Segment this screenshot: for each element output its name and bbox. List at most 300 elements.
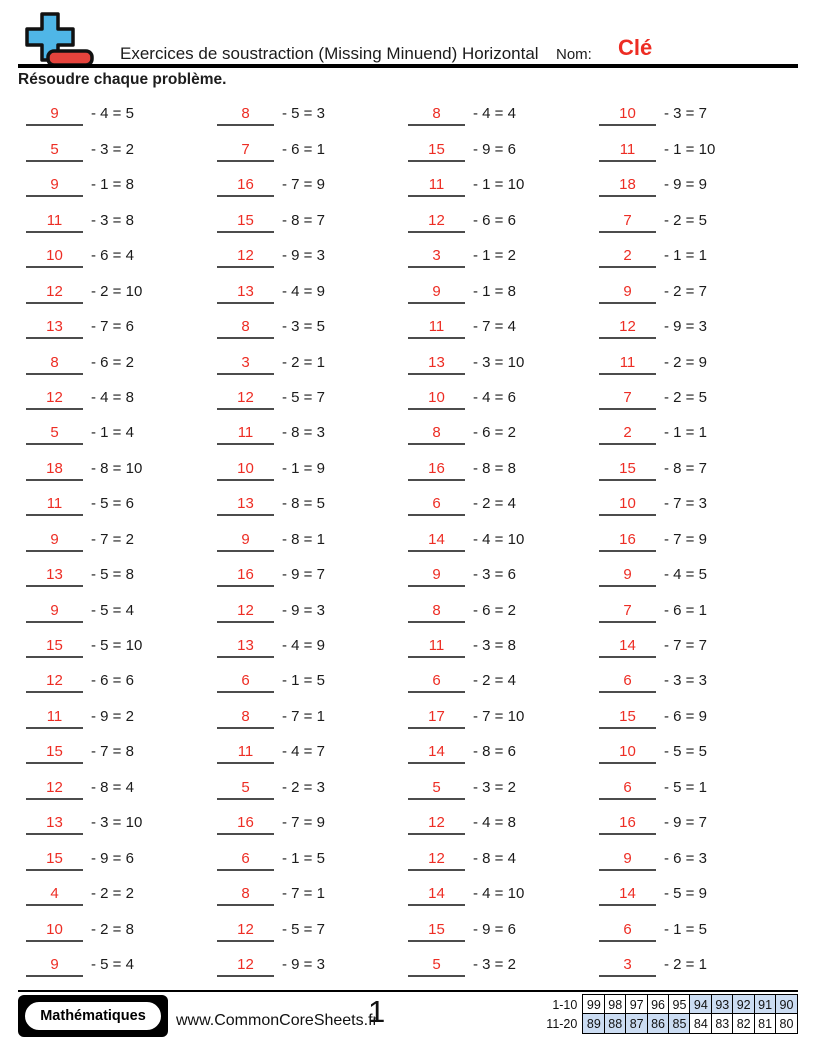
answer-blank: 9 (217, 531, 274, 552)
problem (408, 877, 599, 912)
answer-blank: 9 (408, 566, 465, 587)
answer-blank: 8 (408, 602, 465, 623)
problem (217, 451, 408, 486)
problem (408, 310, 599, 345)
answer-blank: 9 (26, 176, 83, 197)
problem (217, 770, 408, 805)
answer-blank: 10 (26, 247, 83, 268)
problem (599, 877, 790, 912)
equation-text: - 3 = 2 (473, 955, 516, 973)
score-cell: 80 (775, 1013, 798, 1034)
answer-blank: 12 (26, 389, 83, 410)
answer-blank: 12 (217, 602, 274, 623)
equation-text: - 1 = 4 (91, 424, 134, 442)
problem (26, 168, 217, 203)
equation-text: - 4 = 6 (473, 388, 516, 406)
equation-text: - 3 = 8 (473, 637, 516, 655)
answer-blank: 7 (217, 141, 274, 162)
equation-text: - 6 = 9 (664, 707, 707, 725)
answer-blank: 6 (599, 672, 656, 693)
answer-blank: 11 (217, 424, 274, 445)
equation-text: - 3 = 5 (282, 318, 325, 336)
problem (599, 806, 790, 841)
problem (408, 274, 599, 309)
answer-blank: 18 (26, 460, 83, 481)
equation-text: - 8 = 4 (473, 849, 516, 867)
answer-blank: 10 (599, 105, 656, 126)
equation-text: - 3 = 2 (91, 140, 134, 158)
equation-text: - 7 = 9 (282, 176, 325, 194)
problem (408, 522, 599, 557)
answer-blank: 14 (408, 743, 465, 764)
answer-blank: 14 (408, 885, 465, 906)
answer-blank: 10 (26, 921, 83, 942)
answer-blank: 16 (217, 566, 274, 587)
equation-text: - 5 = 4 (91, 955, 134, 973)
equation-text: - 5 = 6 (91, 495, 134, 513)
answer-blank: 12 (408, 814, 465, 835)
equation-text: - 7 = 9 (664, 530, 707, 548)
problem (408, 806, 599, 841)
equation-text: - 5 = 3 (282, 105, 325, 123)
equation-text: - 8 = 8 (473, 459, 516, 477)
equation-text: - 2 = 2 (91, 885, 134, 903)
equation-text: - 5 = 7 (282, 920, 325, 938)
score-cell: 98 (604, 994, 627, 1015)
problem (599, 558, 790, 593)
answer-blank: 3 (408, 247, 465, 268)
equation-text: - 2 = 5 (664, 211, 707, 229)
equation-text: - 5 = 7 (282, 388, 325, 406)
problem (26, 416, 217, 451)
problem (217, 345, 408, 380)
score-row (537, 994, 798, 1015)
equation-text: - 7 = 8 (91, 743, 134, 761)
equation-text: - 9 = 7 (664, 814, 707, 832)
answer-blank: 18 (599, 176, 656, 197)
equation-text: - 1 = 8 (473, 282, 516, 300)
answer-blank: 2 (599, 247, 656, 268)
header-rule (18, 64, 798, 68)
problem (217, 664, 408, 699)
answer-blank: 5 (408, 956, 465, 977)
answer-blank: 12 (217, 389, 274, 410)
problem (599, 735, 790, 770)
page-title: Exercices de soustraction (Missing Minuend) Horizontal (120, 44, 539, 63)
problem (408, 948, 599, 983)
answer-blank: 12 (26, 672, 83, 693)
answer-blank: 12 (599, 318, 656, 339)
answer-blank: 16 (217, 176, 274, 197)
equation-text: - 4 = 7 (282, 743, 325, 761)
score-cell: 82 (732, 1013, 755, 1034)
problem (599, 770, 790, 805)
equation-text: - 8 = 1 (282, 530, 325, 548)
problem (26, 310, 217, 345)
problem (26, 203, 217, 238)
equation-text: - 8 = 5 (282, 495, 325, 513)
problem (26, 593, 217, 628)
equation-text: - 3 = 10 (473, 353, 525, 371)
equation-text: - 5 = 8 (91, 566, 134, 584)
answer-blank: 10 (599, 743, 656, 764)
problem (26, 948, 217, 983)
equation-text: - 4 = 5 (664, 566, 707, 584)
answer-blank: 13 (408, 354, 465, 375)
problem (408, 629, 599, 664)
equation-text: - 7 = 1 (282, 707, 325, 725)
answer-blank: 11 (408, 637, 465, 658)
name-label: Nom: (556, 46, 592, 63)
equation-text: - 6 = 1 (282, 140, 325, 158)
equation-text: - 1 = 8 (91, 176, 134, 194)
equation-text: - 8 = 4 (91, 778, 134, 796)
equation-text: - 6 = 2 (473, 424, 516, 442)
answer-blank: 15 (599, 708, 656, 729)
problem (408, 487, 599, 522)
problem (217, 97, 408, 132)
answer-blank: 12 (408, 212, 465, 233)
answer-blank: 6 (217, 850, 274, 871)
equation-text: - 4 = 5 (91, 105, 134, 123)
equation-text: - 7 = 6 (91, 318, 134, 336)
score-cell: 88 (604, 1013, 627, 1034)
answer-blank: 4 (26, 885, 83, 906)
answer-blank: 15 (599, 460, 656, 481)
answer-blank: 7 (599, 389, 656, 410)
problem (217, 274, 408, 309)
problem (408, 735, 599, 770)
problem (599, 487, 790, 522)
answer-blank: 6 (408, 672, 465, 693)
problem (26, 841, 217, 876)
problem (217, 912, 408, 947)
answer-blank: 5 (26, 141, 83, 162)
problem (217, 168, 408, 203)
equation-text: - 7 = 7 (664, 637, 707, 655)
problem (26, 699, 217, 734)
problem (599, 416, 790, 451)
answer-blank: 17 (408, 708, 465, 729)
problem (217, 806, 408, 841)
equation-text: - 3 = 8 (91, 211, 134, 229)
equation-text: - 5 = 1 (664, 778, 707, 796)
answer-blank: 12 (217, 956, 274, 977)
answer-blank: 8 (217, 105, 274, 126)
equation-text: - 5 = 9 (664, 885, 707, 903)
answer-blank: 16 (599, 531, 656, 552)
answer-blank: 12 (26, 283, 83, 304)
problem (26, 97, 217, 132)
answer-blank: 13 (217, 495, 274, 516)
problem (217, 948, 408, 983)
problem (408, 239, 599, 274)
equation-text: - 2 = 1 (282, 353, 325, 371)
answer-blank: 8 (26, 354, 83, 375)
equation-text: - 6 = 4 (91, 247, 134, 265)
equation-text: - 2 = 10 (91, 282, 143, 300)
equation-text: - 1 = 5 (282, 672, 325, 690)
equation-text: - 1 = 10 (473, 176, 525, 194)
problem (408, 664, 599, 699)
equation-text: - 7 = 1 (282, 885, 325, 903)
answer-blank: 11 (26, 212, 83, 233)
problem (408, 97, 599, 132)
score-cell: 87 (625, 1013, 648, 1034)
equation-text: - 7 = 2 (91, 530, 134, 548)
equation-text: - 1 = 5 (282, 849, 325, 867)
answer-blank: 6 (599, 779, 656, 800)
equation-text: - 3 = 3 (664, 672, 707, 690)
answer-blank: 10 (217, 460, 274, 481)
problem (599, 168, 790, 203)
equation-text: - 9 = 6 (473, 140, 516, 158)
answer-blank: 10 (408, 389, 465, 410)
equation-text: - 4 = 9 (282, 282, 325, 300)
problem (26, 345, 217, 380)
equation-text: - 1 = 9 (282, 459, 325, 477)
equation-text: - 9 = 3 (282, 247, 325, 265)
problem (217, 132, 408, 167)
answer-blank: 2 (599, 424, 656, 445)
score-cell: 99 (582, 994, 605, 1015)
equation-text: - 2 = 8 (91, 920, 134, 938)
equation-text: - 9 = 6 (91, 849, 134, 867)
problem (217, 487, 408, 522)
instruction-text: Résoudre chaque problème. (18, 71, 227, 88)
equation-text: - 4 = 4 (473, 105, 516, 123)
answer-blank: 16 (217, 814, 274, 835)
answer-blank: 15 (408, 141, 465, 162)
equation-text: - 9 = 7 (282, 566, 325, 584)
problem (408, 841, 599, 876)
equation-text: - 4 = 10 (473, 885, 525, 903)
equation-text: - 1 = 1 (664, 424, 707, 442)
answer-blank: 13 (217, 637, 274, 658)
equation-text: - 1 = 10 (664, 140, 716, 158)
equation-text: - 6 = 2 (91, 353, 134, 371)
answer-blank: 12 (408, 850, 465, 871)
problem (26, 806, 217, 841)
equation-text: - 6 = 1 (664, 601, 707, 619)
answer-blank: 15 (408, 921, 465, 942)
problem (26, 239, 217, 274)
answer-blank: 6 (599, 921, 656, 942)
equation-text: - 3 = 6 (473, 566, 516, 584)
score-cell: 94 (689, 994, 712, 1015)
answer-blank: 12 (217, 921, 274, 942)
equation-text: - 9 = 2 (91, 707, 134, 725)
answer-blank: 7 (599, 602, 656, 623)
equation-text: - 7 = 9 (282, 814, 325, 832)
equation-text: - 4 = 9 (282, 637, 325, 655)
answer-blank: 15 (26, 743, 83, 764)
score-cell: 91 (754, 994, 777, 1015)
score-row (537, 1013, 798, 1034)
problem (26, 487, 217, 522)
answer-blank: 6 (408, 495, 465, 516)
equation-text: - 4 = 8 (91, 388, 134, 406)
problem (26, 451, 217, 486)
plus-minus-icon (16, 10, 96, 68)
answer-blank: 9 (599, 283, 656, 304)
equation-text: - 9 = 6 (473, 920, 516, 938)
answer-blank: 11 (26, 495, 83, 516)
equation-text: - 2 = 3 (282, 778, 325, 796)
problem (599, 203, 790, 238)
problem (599, 274, 790, 309)
problem (217, 593, 408, 628)
answer-blank: 15 (217, 212, 274, 233)
problem (26, 735, 217, 770)
problem (26, 558, 217, 593)
minus-icon (48, 51, 92, 65)
answer-blank: 15 (26, 637, 83, 658)
answer-blank: 7 (599, 212, 656, 233)
equation-text: - 3 = 10 (91, 814, 143, 832)
answer-blank: 14 (599, 637, 656, 658)
equation-text: - 9 = 9 (664, 176, 707, 194)
answer-blank: 11 (599, 141, 656, 162)
equation-text: - 2 = 9 (664, 353, 707, 371)
problem (26, 132, 217, 167)
problem (599, 451, 790, 486)
problem (217, 877, 408, 912)
problem (408, 345, 599, 380)
problem (408, 558, 599, 593)
equation-text: - 6 = 6 (473, 211, 516, 229)
answer-blank: 8 (217, 708, 274, 729)
website-text: www.CommonCoreSheets.fr (176, 1012, 378, 1029)
equation-text: - 9 = 3 (664, 318, 707, 336)
answer-blank: 13 (217, 283, 274, 304)
equation-text: - 8 = 7 (664, 459, 707, 477)
problem (408, 451, 599, 486)
answer-blank: 11 (408, 318, 465, 339)
equation-text: - 7 = 4 (473, 318, 516, 336)
problem (599, 381, 790, 416)
answer-blank: 5 (217, 779, 274, 800)
equation-text: - 9 = 3 (282, 955, 325, 973)
answer-blank: 9 (26, 956, 83, 977)
score-cell: 89 (582, 1013, 605, 1034)
equation-text: - 2 = 4 (473, 495, 516, 513)
problem (408, 132, 599, 167)
equation-text: - 8 = 6 (473, 743, 516, 761)
equation-text: - 7 = 3 (664, 495, 707, 513)
answer-blank: 9 (26, 105, 83, 126)
answer-blank: 8 (408, 105, 465, 126)
answer-blank: 5 (26, 424, 83, 445)
answer-blank: 12 (217, 247, 274, 268)
answer-blank: 8 (217, 318, 274, 339)
equation-text: - 4 = 10 (473, 530, 525, 548)
problem (26, 522, 217, 557)
answer-blank: 9 (26, 602, 83, 623)
answer-blank: 10 (599, 495, 656, 516)
score-cell: 90 (775, 994, 798, 1015)
problem (408, 770, 599, 805)
equation-text: - 7 = 10 (473, 707, 525, 725)
answer-blank: 15 (26, 850, 83, 871)
answer-blank: 9 (408, 283, 465, 304)
answer-blank: 13 (26, 566, 83, 587)
answer-blank: 16 (408, 460, 465, 481)
problem (599, 522, 790, 557)
score-cell: 93 (711, 994, 734, 1015)
answer-blank: 11 (26, 708, 83, 729)
equation-text: - 3 = 2 (473, 778, 516, 796)
equation-text: - 4 = 8 (473, 814, 516, 832)
problem (217, 239, 408, 274)
problem (26, 770, 217, 805)
score-cell: 92 (732, 994, 755, 1015)
equation-text: - 1 = 5 (664, 920, 707, 938)
problem (408, 912, 599, 947)
problem (26, 912, 217, 947)
answer-blank: 12 (26, 779, 83, 800)
score-cell: 95 (668, 994, 691, 1015)
brand-label: Mathématiques (23, 1000, 163, 1032)
equation-text: - 2 = 7 (664, 282, 707, 300)
problem (599, 664, 790, 699)
score-cell: 86 (647, 1013, 670, 1034)
problem (599, 948, 790, 983)
answer-blank: 9 (599, 566, 656, 587)
problem (599, 629, 790, 664)
answer-blank: 11 (217, 743, 274, 764)
problems-grid (26, 97, 790, 983)
equation-text: - 8 = 10 (91, 459, 143, 477)
problem (217, 522, 408, 557)
answer-blank: 8 (408, 424, 465, 445)
problem (217, 735, 408, 770)
problem (599, 239, 790, 274)
problem (217, 558, 408, 593)
answer-blank: 11 (408, 176, 465, 197)
equation-text: - 6 = 6 (91, 672, 134, 690)
problem (26, 877, 217, 912)
problem (408, 203, 599, 238)
answer-blank: 14 (408, 531, 465, 552)
problem (26, 381, 217, 416)
brand-badge (18, 995, 168, 1037)
problem (599, 593, 790, 628)
answer-blank: 13 (26, 318, 83, 339)
score-cell: 83 (711, 1013, 734, 1034)
equation-text: - 8 = 3 (282, 424, 325, 442)
problem (599, 132, 790, 167)
equation-text: - 9 = 3 (282, 601, 325, 619)
problem (599, 699, 790, 734)
score-cell: 85 (668, 1013, 691, 1034)
problem (217, 841, 408, 876)
equation-text: - 1 = 2 (473, 247, 516, 265)
score-cell: 81 (754, 1013, 777, 1034)
answer-blank: 3 (599, 956, 656, 977)
answer-blank: 13 (26, 814, 83, 835)
footer-rule (18, 990, 798, 992)
equation-text: - 5 = 5 (664, 743, 707, 761)
problem (26, 664, 217, 699)
problem (217, 699, 408, 734)
score-table (537, 994, 798, 1034)
equation-text: - 3 = 7 (664, 105, 707, 123)
answer-blank: 16 (599, 814, 656, 835)
problem (408, 593, 599, 628)
problem (408, 168, 599, 203)
problem (408, 699, 599, 734)
